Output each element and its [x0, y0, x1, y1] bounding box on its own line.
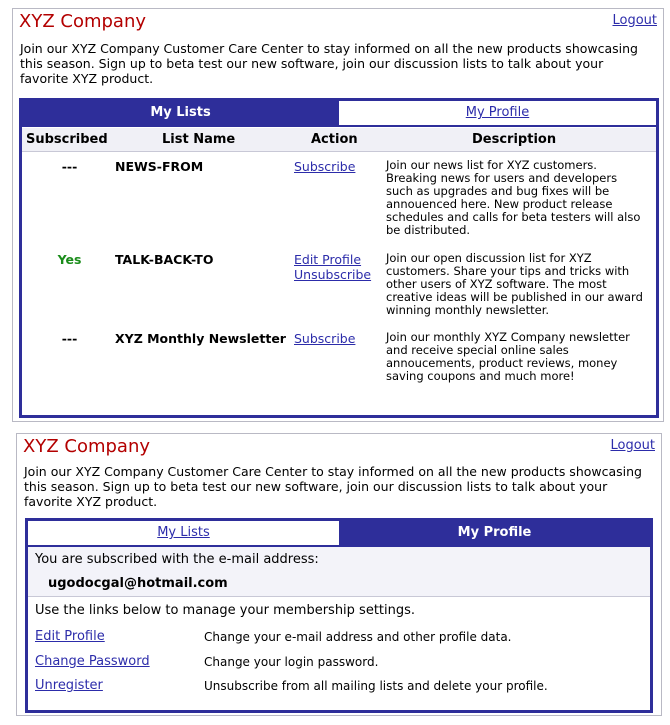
- table-row: [22, 331, 656, 391]
- tab-bar: [22, 101, 656, 127]
- manage-text: Use the links below to manage your membership settings.: [35, 603, 416, 618]
- header-subscribed: Subscribed: [26, 132, 108, 147]
- tab-bar: [28, 521, 650, 547]
- intro-text: Join our XYZ Company Customer Care Center to stay informed on all the new products showcasing this season. Sign up to beta test our new software, join our discussion lists to talk about your favorite XYZ product.: [24, 464, 642, 509]
- company-title: XYZ Company: [23, 436, 151, 457]
- tab-my-profile[interactable]: My Profile: [339, 101, 656, 127]
- list-description: Join our monthly XYZ Company newsletter and receive special online sales annoucements, product reviews, money saving coupons and much more!: [386, 330, 630, 383]
- subscribed-label: You are subscribed with the e-mail address:: [35, 552, 319, 567]
- subscription-section: [28, 547, 650, 597]
- list-name: NEWS-FROM: [115, 159, 204, 174]
- change-password-link[interactable]: Change Password: [35, 654, 150, 669]
- subscribed-status: ---: [61, 331, 78, 346]
- subscribed-status: Yes: [57, 252, 82, 267]
- list-name: XYZ Monthly Newsletter: [115, 331, 286, 346]
- header-list-name: List Name: [162, 132, 236, 147]
- list-description: Join our news list for XYZ customers. Breaking news for users and developers such as upgrades and bug fixes will be annouenced here. New product release schedules and calls for beta testers will also be distributed.: [386, 158, 641, 237]
- table-row: [22, 159, 656, 247]
- unregister-link[interactable]: Unregister: [35, 678, 103, 693]
- logout-link[interactable]: Logout: [610, 438, 655, 453]
- subscribe-link[interactable]: Subscribe: [294, 331, 356, 346]
- tab-my-profile[interactable]: My Profile: [339, 521, 650, 547]
- table-row: [22, 252, 656, 322]
- header-description: Description: [472, 132, 557, 147]
- lists-panel: [12, 8, 664, 422]
- list-name: TALK-BACK-TO: [115, 252, 214, 267]
- subscribed-status: ---: [61, 159, 78, 174]
- list-description: Join our open discussion list for XYZ customers. Share your tips and tricks with other users of XYZ software. The most creative ideas will be published in our award winning monthly newsletter.: [386, 251, 643, 317]
- table-header: [22, 128, 656, 152]
- company-title: XYZ Company: [19, 11, 147, 32]
- profile-panel: [16, 433, 662, 716]
- edit-profile-link[interactable]: Edit Profile: [35, 629, 105, 644]
- intro-text: Join our XYZ Company Customer Care Center to stay informed on all the new products showcasing this season. Sign up to beta test our new software, join our discussion lists to talk about your favorite XYZ product.: [20, 41, 638, 86]
- subscribe-link[interactable]: Subscribe: [294, 159, 356, 174]
- header-action: Action: [311, 132, 358, 147]
- tab-my-lists[interactable]: My Lists: [28, 521, 339, 547]
- email-address: ugodocgal@hotmail.com: [48, 576, 228, 591]
- profile-frame: [25, 518, 653, 713]
- edit-profile-link[interactable]: Edit Profile: [294, 252, 362, 267]
- change-password-description: Change your login password.: [204, 655, 379, 669]
- logout-link[interactable]: Logout: [612, 13, 657, 28]
- unregister-description: Unsubscribe from all mailing lists and delete your profile.: [204, 679, 548, 693]
- edit-profile-description: Change your e-mail address and other profile data.: [204, 630, 512, 644]
- lists-frame: [19, 98, 659, 418]
- tab-my-lists[interactable]: My Lists: [22, 101, 339, 127]
- unsubscribe-link[interactable]: Unsubscribe: [294, 267, 372, 282]
